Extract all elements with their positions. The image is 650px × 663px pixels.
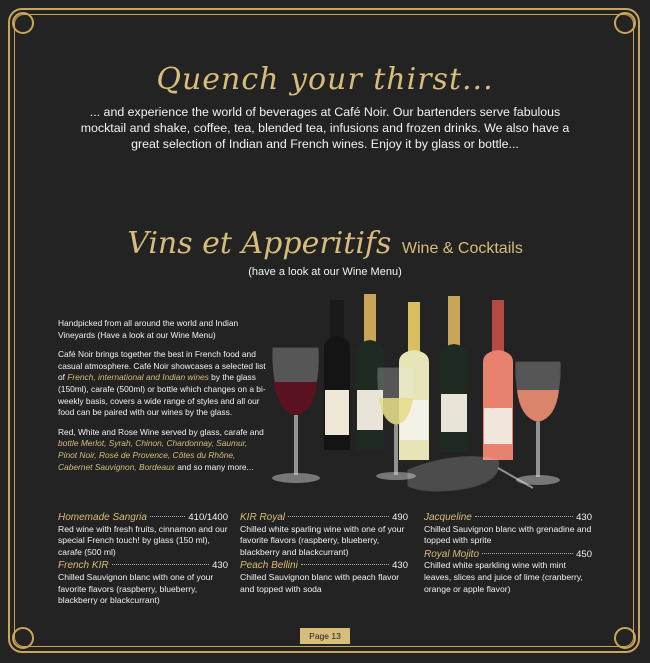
intro-text: ... and experience the world of beverages at Café Noir. Our bartenders serve fabulous mocktail and shake, coffee, tea, blended tea, infusions and frozen drinks. We also have a great selection of Indian and French wines. Enjoy it by glass or bottle...: [80, 105, 570, 151]
lead-text: Café Noir brings together the best in French food and casual atmosphere. Café Noir showcases a selected list of: [58, 349, 266, 383]
item-price: 430: [576, 512, 592, 523]
item-description: Chilled white sparling wine with one of your favorite flavors (raspberry, blueberry, blackberry and blackcurrant): [240, 523, 405, 557]
wine-bottles-image: [268, 290, 568, 510]
leader-dots: [475, 516, 573, 517]
leader-dots: [482, 553, 573, 554]
menu-column-1: [58, 512, 228, 609]
wine-description: [58, 318, 268, 481]
item-name: French KIR: [58, 560, 109, 572]
lead-highlight: bottle Merlot, Syrah, Chinon, Chardonnay, Saumur, Pinot Noir, Rosé de Provence, Côtes du Rhône, Cabernet Sauvignon, Bordeaux: [58, 438, 248, 472]
item-name: Jacqueline: [424, 512, 472, 523]
champagne-bottle: [440, 296, 468, 452]
menu-item: [58, 560, 228, 606]
menu-column-3: [424, 512, 592, 597]
lead-highlight: French, international and Indian wines: [67, 372, 209, 383]
rose-wine-bottle: [483, 300, 513, 460]
item-price: 430: [212, 560, 228, 572]
item-description: Chilled Sauvignon blanc with one of your favorite flavors (raspberry, blueberry, blackberry or blackcurrant): [58, 571, 214, 606]
page-title: Quench your thirst...: [156, 62, 494, 97]
item-description: Chilled Sauvignon blanc with grenadine and topped with sprite: [424, 523, 592, 546]
leader-dots: [301, 564, 389, 565]
item-name: Homemade Sangria: [58, 512, 147, 523]
lead-paragraph: [58, 427, 268, 473]
item-description: Chilled Sauvignon blanc with peach flavor and topped with soda: [240, 571, 400, 594]
menu-item: [424, 512, 592, 547]
lead-paragraph: Handpicked from all around the world and Indian Vineyards (Have a look at our Wine Menu): [58, 318, 239, 340]
lead-text: and so many more...: [174, 461, 254, 472]
red-wine-glass: [272, 348, 320, 483]
item-price: 410/1400: [188, 512, 228, 523]
menu-column-2: [240, 512, 408, 597]
menu-item: [58, 512, 228, 558]
page-number: Page 13: [300, 628, 350, 644]
item-description: Red wine with fresh fruits, cinnamon and our special French touch! by glass (150 ml), carafe (500 ml): [58, 523, 228, 557]
empty-glass-lying: [408, 457, 533, 491]
section-title: Vins et Apperitifs: [127, 226, 392, 261]
menu-item: [240, 560, 408, 595]
item-description: Chilled white sparkling wine with mint leaves, slices and juice of lime (cranberry, orange or apple flavor): [424, 560, 583, 594]
item-name: Royal Mojito: [424, 548, 480, 560]
section-subtitle: Wine & Cocktails: [401, 240, 523, 257]
item-price: 490: [392, 512, 408, 523]
item-price: 430: [392, 560, 408, 572]
red-wine-bottle: [324, 300, 350, 450]
leader-dots: [112, 564, 210, 565]
rose-wine-glass: [516, 362, 560, 485]
item-name: KIR Royal: [240, 512, 286, 523]
lead-text: Red, White and Rose Wine served by glass, carafe and: [58, 426, 264, 437]
section-heading: [0, 226, 650, 261]
leader-dots: [150, 516, 185, 517]
menu-item: [240, 512, 408, 558]
lead-paragraph: [58, 349, 268, 419]
leader-dots: [288, 516, 389, 517]
menu-item: [424, 549, 592, 595]
section-note: (have a look at our Wine Menu): [248, 266, 402, 278]
lead-text: by the glass (150ml), carafe (500ml) or bottle which changes on a bi-weekly basis, covers a wide range of styles and all our food can be paired with our wines by the glass.: [58, 372, 266, 418]
item-name: Peach Bellini: [240, 560, 298, 572]
item-price: 450: [576, 548, 592, 560]
